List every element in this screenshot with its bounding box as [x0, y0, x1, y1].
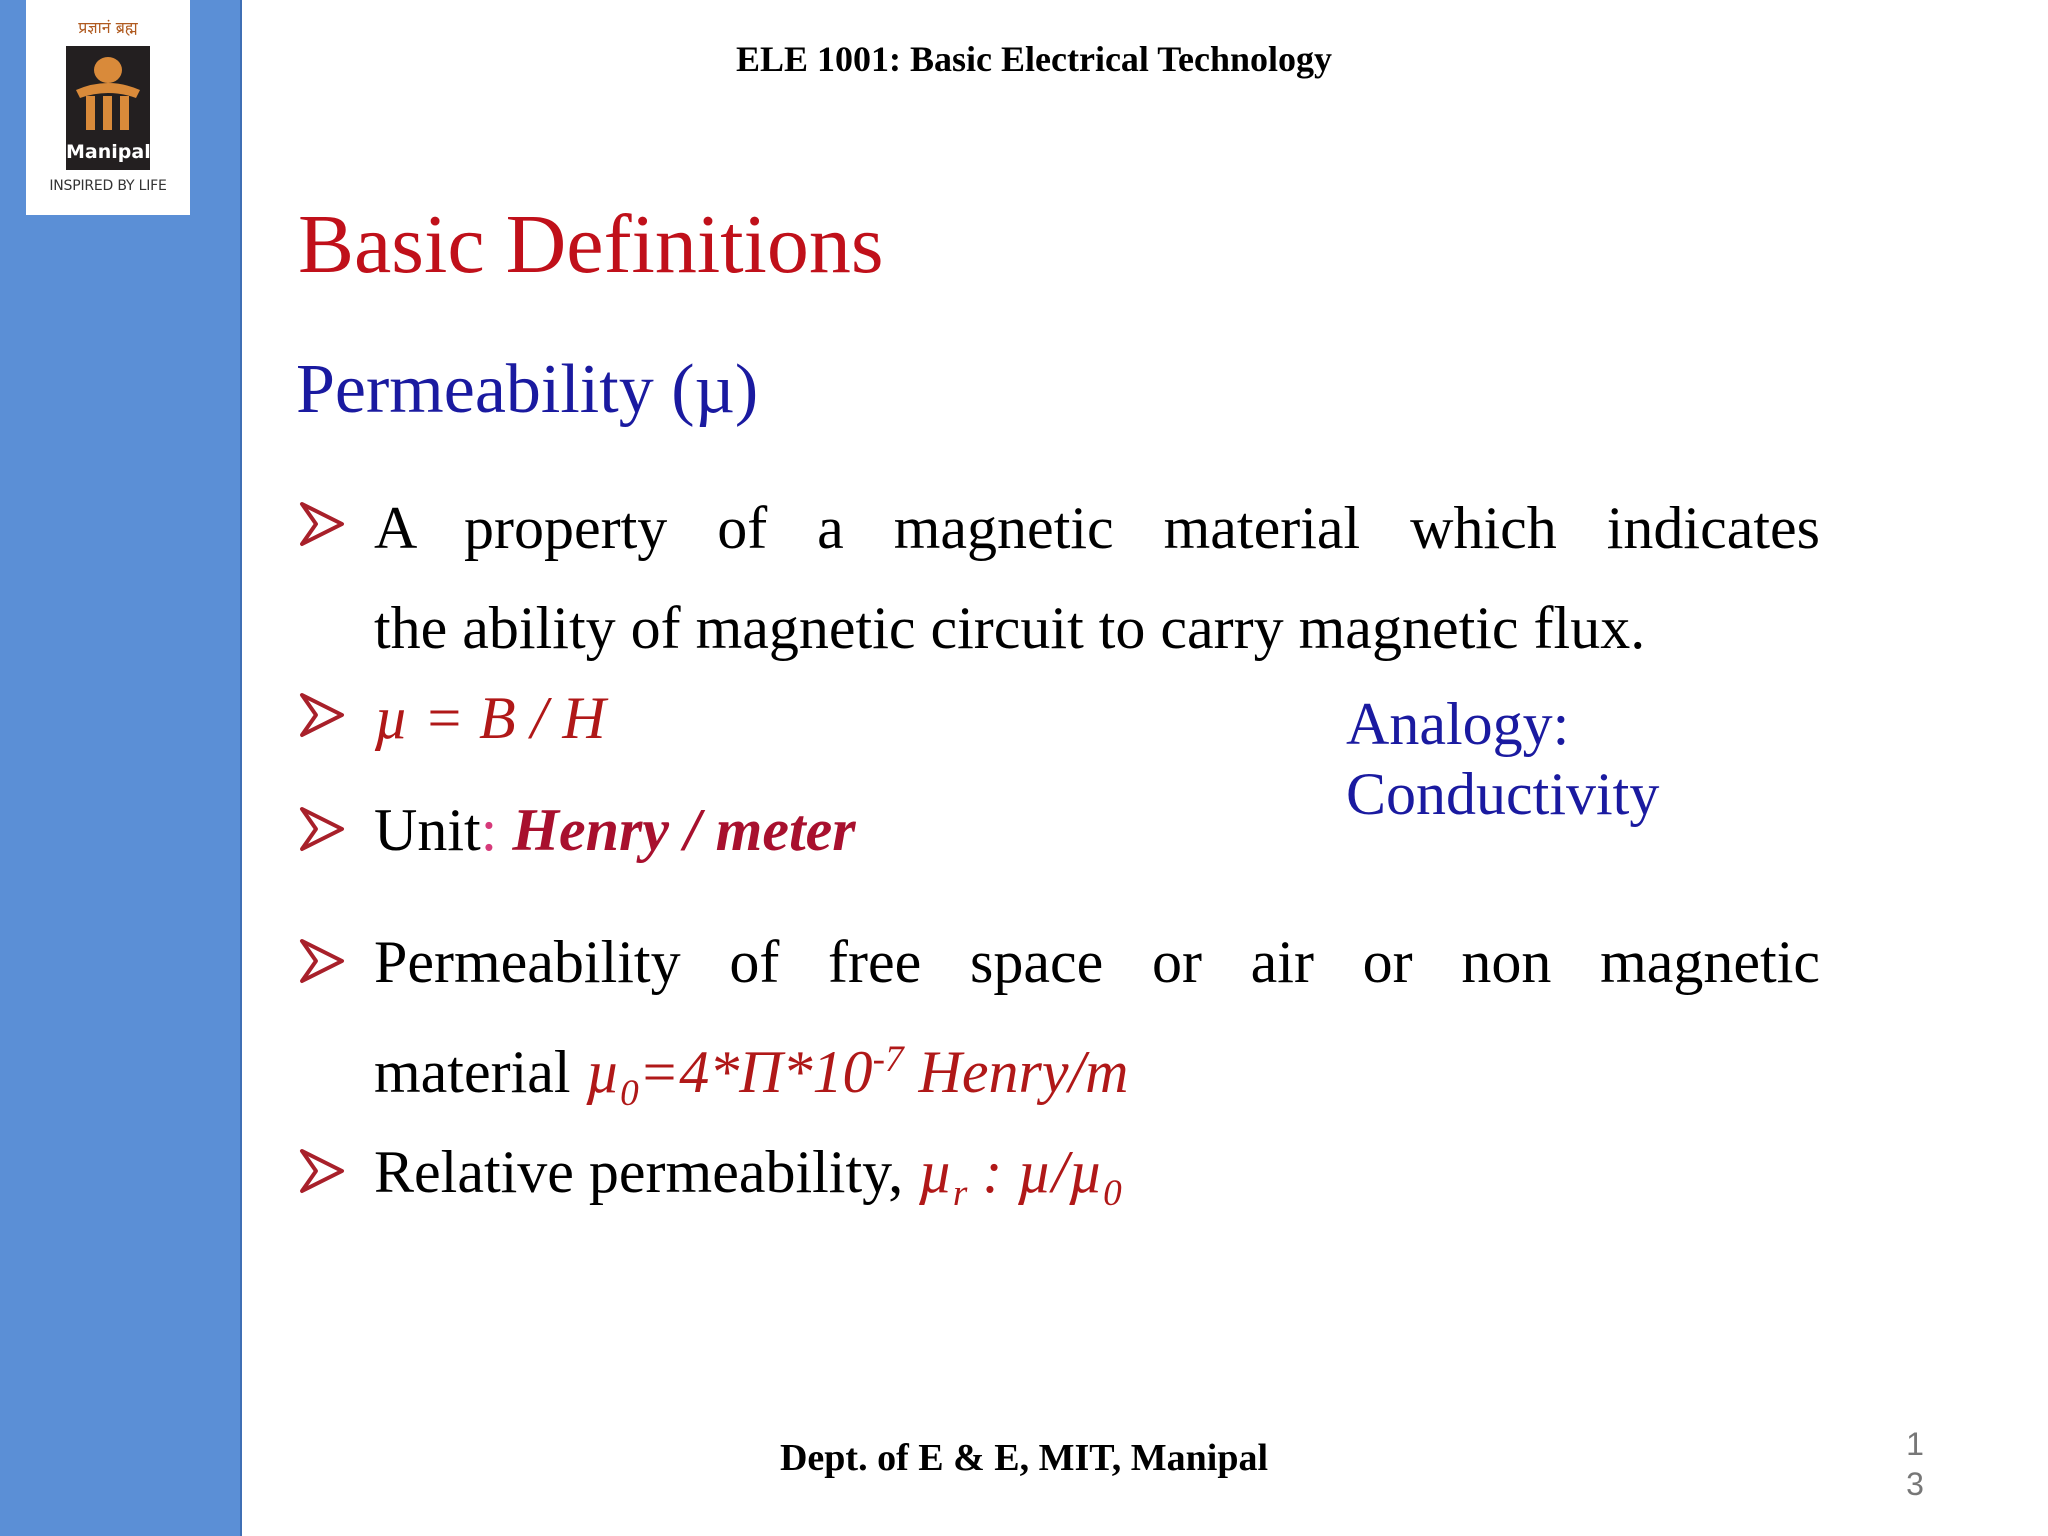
ratio-sub-0: 0 [1103, 1173, 1122, 1214]
unit-colon: : [480, 797, 498, 863]
manipal-logo [26, 0, 190, 215]
logo-script: प्रज्ञानं ब्रह्म [78, 18, 138, 37]
arrow-bullet-icon [298, 805, 346, 853]
unit-value: Henry / meter [512, 797, 856, 863]
analogy-text: Analogy: Conductivity [1346, 691, 1660, 827]
mu-sub-0: 0 [620, 1073, 639, 1114]
mu-r-symbol: µ [918, 1139, 953, 1205]
page-number [1900, 1424, 1930, 1504]
footer-dept: Dept. of E & E, MIT, Manipal [779, 1437, 1269, 1479]
bullet-list [298, 478, 1820, 1243]
mu0-equation: =4*Π*10 [638, 1039, 873, 1105]
mu0-unit: Henry/m [903, 1039, 1129, 1105]
bullet-free-space [298, 913, 1820, 1123]
sidebar-band [0, 0, 242, 1536]
bullet-relative [298, 1123, 1820, 1243]
logo-name: Manipal [66, 141, 151, 163]
permeability-formula: µ = B / H [374, 685, 606, 751]
slide-title: Basic Definitions [298, 198, 884, 291]
unit-label: Unit [374, 797, 481, 863]
mu-symbol: µ [585, 1039, 621, 1105]
page-number-digit-1: 1 [1906, 1426, 1924, 1462]
arrow-bullet-icon [298, 691, 346, 739]
mu-sub-r: r [952, 1173, 968, 1214]
bullet-formula [298, 683, 1820, 827]
logo-tagline: INSPIRED BY LIFE [49, 178, 167, 194]
slide-subtitle: Permeability (µ) [296, 351, 759, 428]
arrow-bullet-icon [298, 1147, 346, 1195]
definition-line-2: the ability of magnetic circuit to carry magnetic flux. [374, 595, 1646, 661]
relative-ratio: : µ/µ [967, 1139, 1104, 1205]
definition-line-1: A property of a magnetic material which indicates [374, 495, 1820, 561]
material-word: material [374, 1039, 586, 1105]
arrow-bullet-icon [298, 937, 346, 985]
free-space-line-1: Permeability of free space or air or non magnetic [374, 929, 1820, 995]
course-header [0, 38, 2048, 80]
course-title: ELE 1001: Basic Electrical Technology [735, 39, 1332, 79]
arrow-bullet-icon [298, 500, 346, 548]
mu0-exponent: -7 [872, 1039, 904, 1080]
relative-label: Relative permeability, [374, 1139, 919, 1205]
bullet-unit [298, 795, 1820, 913]
page-number-digit-2: 3 [1906, 1466, 1924, 1502]
bullet-definition [298, 478, 1820, 683]
